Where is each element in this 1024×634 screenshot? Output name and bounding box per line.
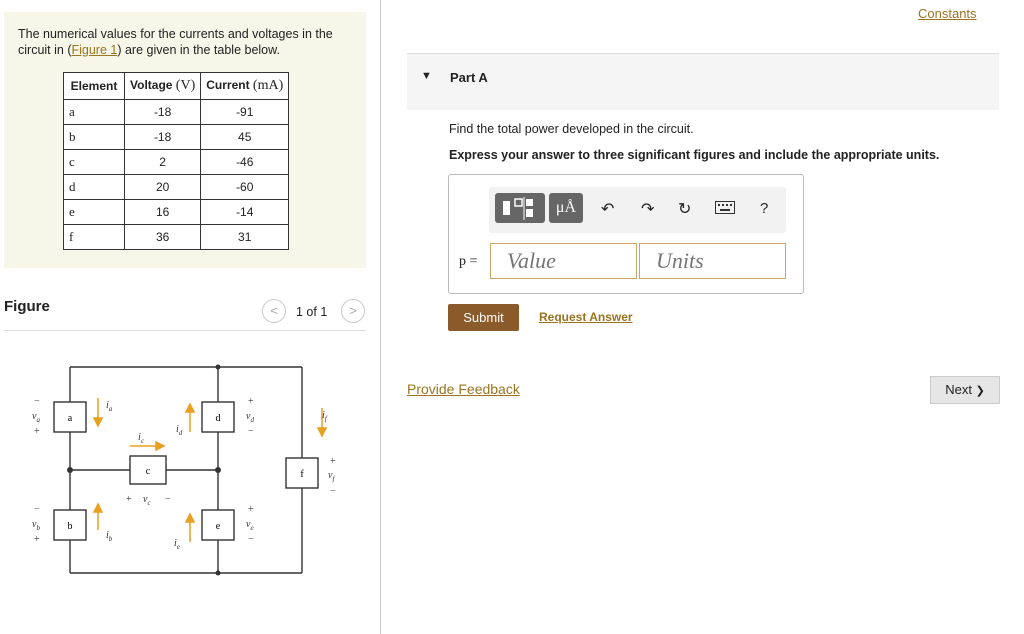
label-i-e: $i_e$ <box>174 538 180 551</box>
current-arrow-f <box>318 428 326 436</box>
label-v-e: $v_e$ <box>246 519 254 532</box>
header-element: Element <box>64 73 125 100</box>
svg-text:e: e <box>215 521 221 532</box>
math-toolbar <box>489 187 786 233</box>
svg-text:b: b <box>67 521 73 532</box>
label-v-d: $v_d$ <box>246 411 254 424</box>
v-c-minus: − <box>165 494 171 505</box>
figure-link[interactable]: Figure 1 <box>71 43 118 57</box>
element-d <box>202 402 234 432</box>
v-b-plus: + <box>34 534 40 545</box>
values-table <box>63 72 289 250</box>
v-a-plus: + <box>34 426 40 437</box>
table-row: b -18 45 <box>64 125 289 150</box>
table-row: a -18 -91 <box>64 100 289 125</box>
table-row: f 36 31 <box>64 225 289 250</box>
question-text: Find the total power developed in the circuit. <box>449 122 694 136</box>
submit-button[interactable]: Submit <box>448 304 519 331</box>
element-c <box>130 456 166 484</box>
label-v-f: $v_f$ <box>328 470 335 483</box>
label-v-c: $v_c$ <box>143 494 151 507</box>
problem-intro-text <box>18 26 363 58</box>
circuit-wires <box>67 367 302 573</box>
redo-icon[interactable]: ↷ <box>641 201 655 218</box>
next-button[interactable] <box>930 376 1000 404</box>
element-a <box>54 402 86 432</box>
v-b-minus: − <box>34 504 40 515</box>
current-arrow-e <box>186 514 194 522</box>
table-row: c 2 -46 <box>64 150 289 175</box>
label-v-b: $v_b$ <box>32 519 40 532</box>
v-c-plus: + <box>126 494 132 505</box>
figure-pager-text: 1 of 1 <box>296 305 328 319</box>
figure-prev-button[interactable]: < <box>262 299 286 323</box>
element-f <box>286 458 318 488</box>
units-input[interactable] <box>639 243 786 279</box>
units-button[interactable]: μÅ <box>549 193 583 223</box>
current-arrow-b <box>94 504 102 512</box>
next-button-label: Next <box>945 382 972 397</box>
templates-button[interactable] <box>495 193 545 223</box>
figure-label: Figure <box>4 298 50 315</box>
help-icon[interactable]: ? <box>760 200 769 217</box>
label-i-a: $i_a$ <box>106 400 113 413</box>
header-current: Current (mA) <box>201 73 289 100</box>
value-input[interactable] <box>490 243 637 279</box>
label-v-a: $v_a$ <box>32 411 40 424</box>
v-d-minus: − <box>248 426 254 437</box>
part-title: Part A <box>450 70 488 85</box>
current-arrow-a <box>94 418 102 426</box>
header-voltage: Voltage (V) <box>125 73 201 100</box>
templates-icon <box>495 193 545 223</box>
label-i-f: $i_f$ <box>322 410 327 423</box>
v-e-plus: + <box>248 504 254 515</box>
current-arrow-c <box>156 442 164 450</box>
intro-text-after: ) are given in the table below. <box>117 43 280 57</box>
table-row: e 16 -14 <box>64 200 289 225</box>
intro-text-before: The numerical values for the currents and voltages in the circuit in ( <box>18 27 333 57</box>
keyboard-icon-graphic <box>715 201 735 214</box>
constants-link[interactable]: Constants <box>918 6 977 21</box>
v-f-minus: − <box>330 486 336 497</box>
collapse-caret-icon[interactable]: ▼ <box>421 70 432 82</box>
svg-text:f: f <box>300 469 304 480</box>
label-i-d: $i_d$ <box>176 424 183 437</box>
part-a-header[interactable] <box>407 54 999 110</box>
figure-header-divider <box>4 330 366 331</box>
next-chevron-icon: ❯ <box>975 385 985 397</box>
element-e <box>202 510 234 540</box>
svg-text:a: a <box>67 413 73 424</box>
figure-next-button[interactable]: > <box>341 299 365 323</box>
svg-text:d: d <box>215 413 221 424</box>
variable-label: p = <box>459 254 478 269</box>
request-answer-link[interactable]: Request Answer <box>539 310 633 324</box>
table-row: d 20 -60 <box>64 175 289 200</box>
provide-feedback-link[interactable]: Provide Feedback <box>407 381 520 397</box>
reset-icon[interactable]: ↻ <box>678 201 692 218</box>
v-e-minus: − <box>248 534 254 545</box>
current-arrow-d <box>186 404 194 412</box>
v-d-plus: + <box>248 396 254 407</box>
undo-icon[interactable]: ↶ <box>601 201 615 218</box>
instruction-text: Express your answer to three significant figures and include the appropriate units. <box>449 148 940 162</box>
v-a-minus: − <box>34 396 40 407</box>
circuit-diagram <box>20 360 340 580</box>
label-i-c: $i_c$ <box>138 432 144 445</box>
svg-text:c: c <box>145 466 151 477</box>
element-b <box>54 510 86 540</box>
label-i-b: $i_b$ <box>106 530 113 543</box>
keyboard-icon[interactable] <box>715 201 735 219</box>
column-divider <box>380 0 381 634</box>
v-f-plus: + <box>330 456 336 467</box>
